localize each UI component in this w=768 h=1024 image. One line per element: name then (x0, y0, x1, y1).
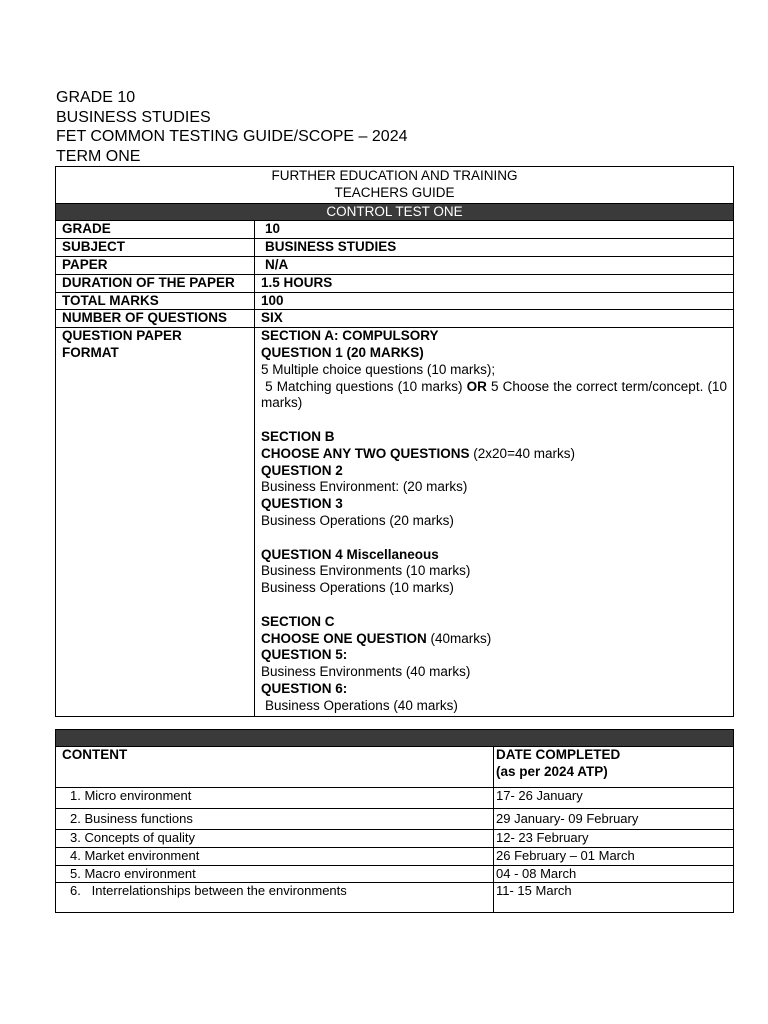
guide-title-row (56, 167, 734, 204)
question-5-text: Business Environments (40 marks) (261, 664, 471, 680)
content-date: 11- 15 March (494, 883, 734, 913)
question-4-heading: QUESTION 4 Miscellaneous (261, 546, 439, 562)
content-schedule-table (55, 729, 734, 913)
content-row (56, 788, 734, 809)
question-4-part-a: Business Environments (10 marks) (261, 563, 471, 579)
question-2-text: Business Environment: (20 marks) (261, 479, 468, 495)
content-topic: 6. Interrelationships between the environments (56, 883, 494, 913)
heading-term: TERM ONE (56, 147, 141, 165)
info-label: SUBJECT (56, 239, 255, 257)
content-column-header: CONTENT (56, 747, 494, 788)
heading-grade: GRADE 10 (56, 89, 136, 106)
content-topic: 2. Business functions (56, 809, 494, 830)
section-c-heading: SECTION C (261, 613, 335, 629)
info-label: DURATION OF THE PAPER (56, 274, 255, 292)
info-value: BUSINESS STUDIES (255, 239, 734, 257)
content-date: 17- 26 January (494, 788, 734, 809)
info-label: PAPER (56, 256, 255, 274)
question-2-heading: QUESTION 2 (261, 462, 343, 478)
section-b-heading: SECTION B (261, 428, 335, 444)
info-label: GRADE (56, 221, 255, 239)
content-date: 29 January- 09 February (494, 809, 734, 830)
info-row-total-marks (56, 292, 734, 310)
content-row (56, 865, 734, 883)
content-date: 04 - 08 March (494, 865, 734, 883)
question-6-heading: QUESTION 6: (261, 680, 348, 696)
control-test-label: CONTROL TEST ONE (56, 203, 734, 221)
content-header-row (56, 747, 734, 788)
content-row (56, 847, 734, 865)
document-heading (56, 88, 407, 166)
date-column-header: DATE COMPLETED (as per 2024 ATP) (494, 747, 734, 788)
info-row-subject (56, 239, 734, 257)
content-topic: 5. Macro environment (56, 865, 494, 883)
info-row-grade (56, 221, 734, 239)
question-1-mcq: 5 Multiple choice questions (10 marks); (261, 361, 496, 377)
content-topic: 4. Market environment (56, 847, 494, 865)
question-3-heading: QUESTION 3 (261, 496, 343, 512)
content-row (56, 809, 734, 830)
content-topic: 1. Micro environment (56, 788, 494, 809)
dark-separator-row (56, 730, 734, 747)
info-value: N/A (255, 256, 734, 274)
teachers-guide-table (55, 166, 734, 717)
info-row-format (56, 328, 734, 716)
info-value: 100 (255, 292, 734, 310)
content-topic: 3. Concepts of quality (56, 830, 494, 848)
info-row-question-count (56, 310, 734, 328)
info-label: NUMBER OF QUESTIONS (56, 310, 255, 328)
heading-subject: BUSINESS STUDIES (56, 108, 211, 126)
info-value: SIX (255, 310, 734, 328)
content-date: 12- 23 February (494, 830, 734, 848)
info-value: 10 (255, 221, 734, 239)
section-a-heading: SECTION A: COMPULSORY (261, 328, 439, 344)
info-label: TOTAL MARKS (56, 292, 255, 310)
control-test-bar (56, 203, 734, 221)
section-c-instruction: CHOOSE ONE QUESTION (40marks) (261, 630, 492, 646)
question-5-heading: QUESTION 5: (261, 647, 348, 663)
content-date: 26 February – 01 March (494, 847, 734, 865)
guide-title-line1: FURTHER EDUCATION AND TRAINING (271, 168, 518, 183)
question-4-part-b: Business Operations (10 marks) (261, 580, 454, 596)
question-3-text: Business Operations (20 marks) (261, 512, 454, 528)
heading-guide-title: FET COMMON TESTING GUIDE/SCOPE – 2024 (56, 128, 408, 145)
format-details (255, 328, 734, 716)
format-label: QUESTION PAPER FORMAT (56, 328, 255, 716)
info-row-duration (56, 274, 734, 292)
info-value: 1.5 HOURS (255, 274, 734, 292)
content-row (56, 830, 734, 848)
question-6-text: Business Operations (40 marks) (265, 697, 458, 713)
info-row-paper (56, 256, 734, 274)
section-b-instruction: CHOOSE ANY TWO QUESTIONS (2x20=40 marks) (261, 445, 575, 461)
guide-title-line2: TEACHERS GUIDE (334, 184, 455, 200)
question-1-heading: QUESTION 1 (20 MARKS) (261, 344, 424, 360)
content-row (56, 883, 734, 913)
question-1-matching: 5 Matching questions (10 marks) OR 5 Choose the correct term/concept. (10 marks) (261, 378, 727, 411)
